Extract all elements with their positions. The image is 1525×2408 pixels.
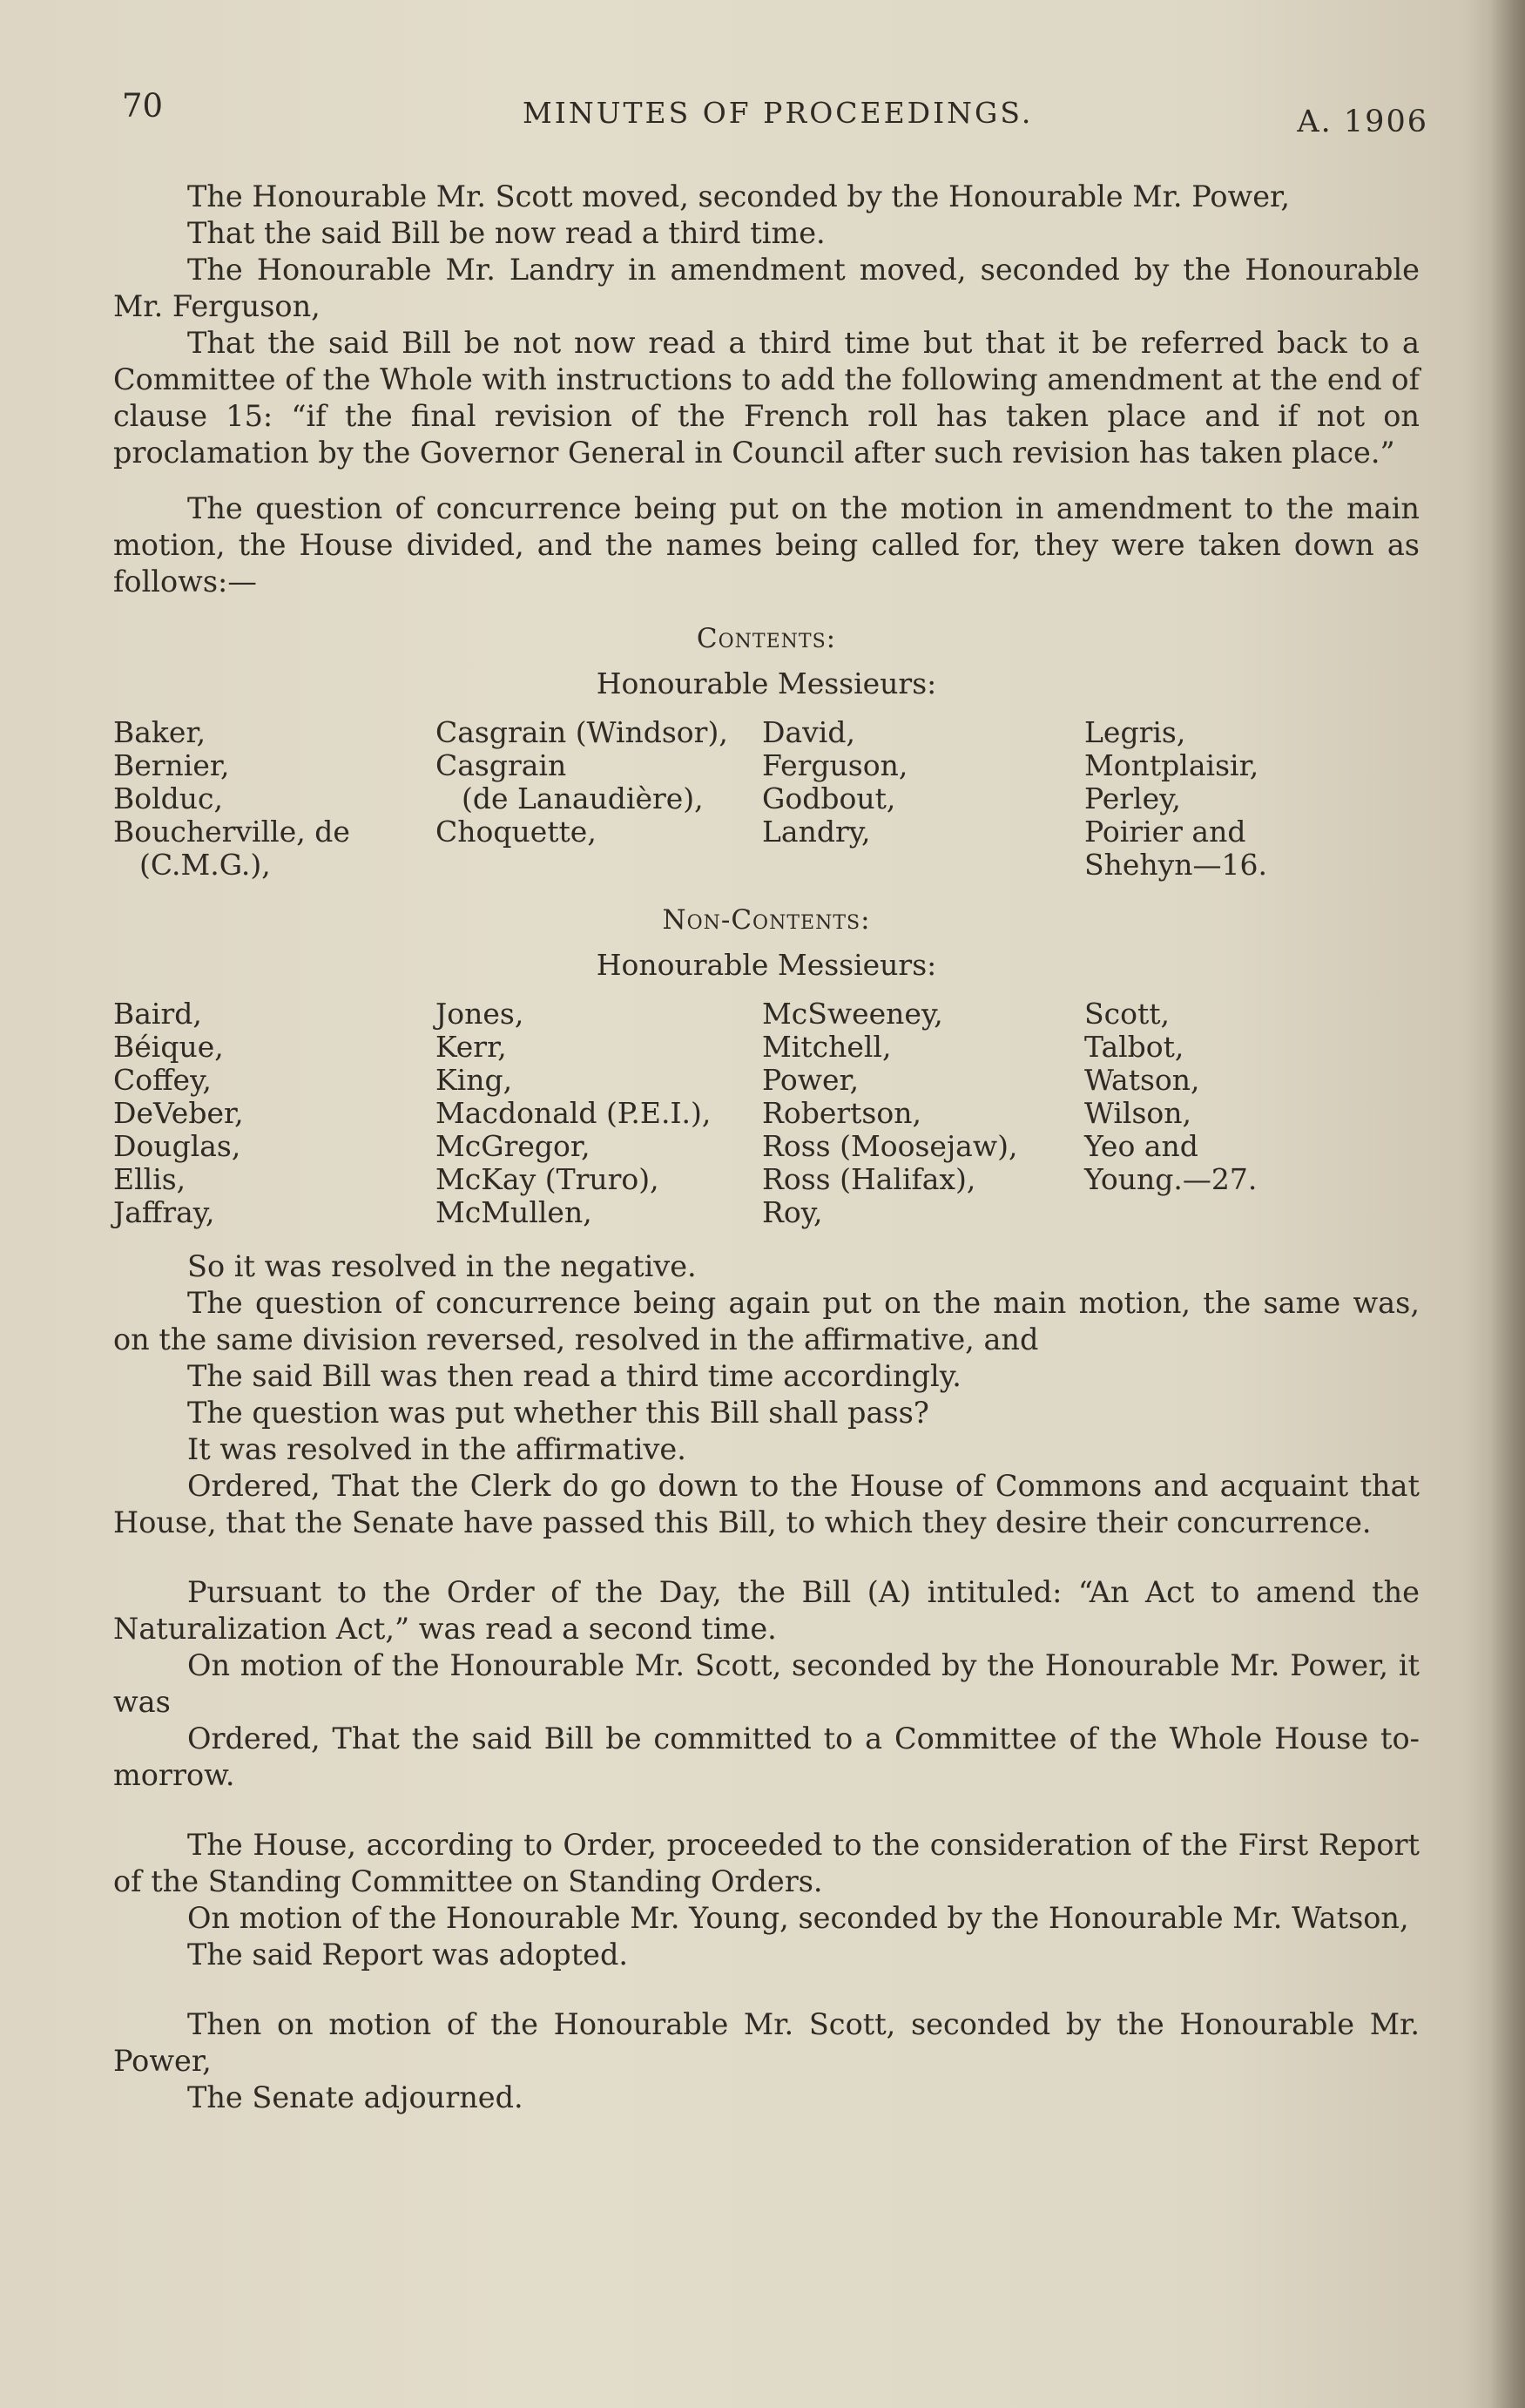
- name-column: [435, 998, 762, 1229]
- member-name: Macdonald (P.E.I.),: [435, 1096, 712, 1130]
- member-name: Power,: [762, 1063, 860, 1097]
- name-column: [1084, 716, 1420, 882]
- contents-subheading: Honourable Messieurs:: [596, 666, 937, 700]
- paragraph: The question of concurrence being again put on the main motion, the same was, on the same division reversed, resolved in the affirmative, and: [113, 1286, 1420, 1356]
- paragraph: The question was put whether this Bill shall pass?: [187, 1396, 929, 1430]
- paragraph: The said Bill was then read a third time accordingly.: [187, 1359, 962, 1393]
- page-number: 70: [122, 87, 164, 125]
- non-contents-subheading: Honourable Messieurs:: [596, 948, 937, 982]
- member-name: Douglas,: [113, 1129, 241, 1163]
- paragraph: The said Report was adopted.: [187, 1938, 629, 1972]
- member-name: Young.—27.: [1084, 1162, 1258, 1196]
- session-year: A. 1906: [1297, 105, 1428, 139]
- member-name: Poirier and: [1084, 815, 1246, 849]
- member-name: Godbout,: [762, 781, 896, 815]
- member-name: Scott,: [1084, 997, 1170, 1031]
- non-contents-heading: Non-Contents:: [662, 904, 871, 936]
- member-name: Béique,: [113, 1030, 224, 1064]
- member-name: Watson,: [1084, 1063, 1200, 1097]
- member-name: McSweeney,: [762, 997, 943, 1031]
- member-name: Talbot,: [1084, 1030, 1184, 1064]
- member-name: Roy,: [762, 1195, 823, 1229]
- paragraph: It was resolved in the affirmative.: [187, 1432, 686, 1466]
- paragraph: Ordered, That the Clerk do go down to the House of Commons and acquaint that House, that the Senate have passed this Bill, to which they desire their concurrence.: [113, 1469, 1420, 1539]
- member-name: Legris,: [1084, 715, 1186, 749]
- member-name: Perley,: [1084, 781, 1181, 815]
- page-header: [122, 87, 1428, 139]
- member-name: Jaffray,: [113, 1195, 215, 1229]
- member-name: Kerr,: [435, 1030, 507, 1064]
- name-column: [113, 716, 435, 882]
- non-contents-names: [113, 998, 1420, 1229]
- paragraph: The question of concurrence being put on the motion in amendment to the main motion, the House divided, and the names being called for, they were taken down as follows:—: [113, 491, 1420, 599]
- name-column: [1084, 998, 1420, 1229]
- member-name: Ross (Halifax),: [762, 1162, 976, 1196]
- paragraph: Then on motion of the Honourable Mr. Scott, seconded by the Honourable Mr. Power,: [113, 2007, 1420, 2078]
- member-name: Baker,: [113, 715, 206, 749]
- paragraph: Ordered, That the said Bill be committed to a Committee of the Whole House to-morrow.: [113, 1721, 1420, 1792]
- member-name: (C.M.G.),: [139, 848, 271, 882]
- name-column: [762, 998, 1084, 1229]
- member-name: DeVeber,: [113, 1096, 244, 1130]
- paragraph: The Senate adjourned.: [187, 2080, 523, 2114]
- member-name: Casgrain: [435, 748, 567, 782]
- paragraph: The Honourable Mr. Scott moved, seconded by the Honourable Mr. Power,: [187, 179, 1291, 213]
- member-name: Coffey,: [113, 1063, 212, 1097]
- member-name: Wilson,: [1084, 1096, 1191, 1130]
- member-name: Shehyn—16.: [1084, 848, 1268, 882]
- paragraph: That the said Bill be now read a third time.: [187, 216, 826, 250]
- member-name: Ross (Moosejaw),: [762, 1129, 1018, 1163]
- page-body: [113, 179, 1420, 2116]
- member-name: Ferguson,: [762, 748, 908, 782]
- member-name: Choquette,: [435, 815, 597, 849]
- paragraph: The Honourable Mr. Landry in amendment moved, seconded by the Honourable Mr. Ferguson,: [113, 253, 1420, 323]
- contents-names: [113, 716, 1420, 882]
- member-name: Jones,: [435, 997, 524, 1031]
- member-name: Casgrain (Windsor),: [435, 715, 728, 749]
- name-column: [762, 716, 1084, 882]
- member-name: McMullen,: [435, 1195, 592, 1229]
- member-name: Yeo and: [1084, 1129, 1198, 1163]
- member-name: (de Lanaudière),: [462, 781, 704, 815]
- member-name: Ellis,: [113, 1162, 186, 1196]
- paragraph: So it was resolved in the negative.: [187, 1249, 697, 1283]
- member-name: Mitchell,: [762, 1030, 892, 1064]
- paragraph: On motion of the Honourable Mr. Young, seconded by the Honourable Mr. Watson,: [187, 1901, 1409, 1935]
- paragraph: Pursuant to the Order of the Day, the Bill (A) intituled: “An Act to amend the Naturalization Act,” was read a second time.: [113, 1575, 1420, 1646]
- member-name: McKay (Truro),: [435, 1162, 659, 1196]
- member-name: Montplaisir,: [1084, 748, 1259, 782]
- member-name: Boucherville, de: [113, 815, 350, 849]
- paragraph: The House, according to Order, proceeded to the consideration of the First Report of the Standing Committee on Standing Orders.: [113, 1828, 1420, 1898]
- member-name: King,: [435, 1063, 513, 1097]
- member-name: David,: [762, 715, 855, 749]
- name-column: [435, 716, 762, 882]
- member-name: Bolduc,: [113, 781, 224, 815]
- contents-heading: Contents:: [696, 623, 837, 654]
- name-column: [113, 998, 435, 1229]
- running-title: MINUTES OF PROCEEDINGS.: [523, 96, 1034, 130]
- member-name: McGregor,: [435, 1129, 590, 1163]
- paragraph: That the said Bill be not now read a third time but that it be referred back to a Committee of the Whole with instructions to add the following amendment at the end of clause 15: “if the final revision of the French roll has taken place and if not on proclamation by the Governor General in Council after such revision has taken place.”: [113, 326, 1420, 470]
- member-name: Landry,: [762, 815, 871, 849]
- member-name: Baird,: [113, 997, 202, 1031]
- paragraph: On motion of the Honourable Mr. Scott, seconded by the Honourable Mr. Power, it was: [113, 1648, 1420, 1719]
- page-edge-shadow: [1490, 0, 1525, 2408]
- member-name: Robertson,: [762, 1096, 921, 1130]
- member-name: Bernier,: [113, 748, 230, 782]
